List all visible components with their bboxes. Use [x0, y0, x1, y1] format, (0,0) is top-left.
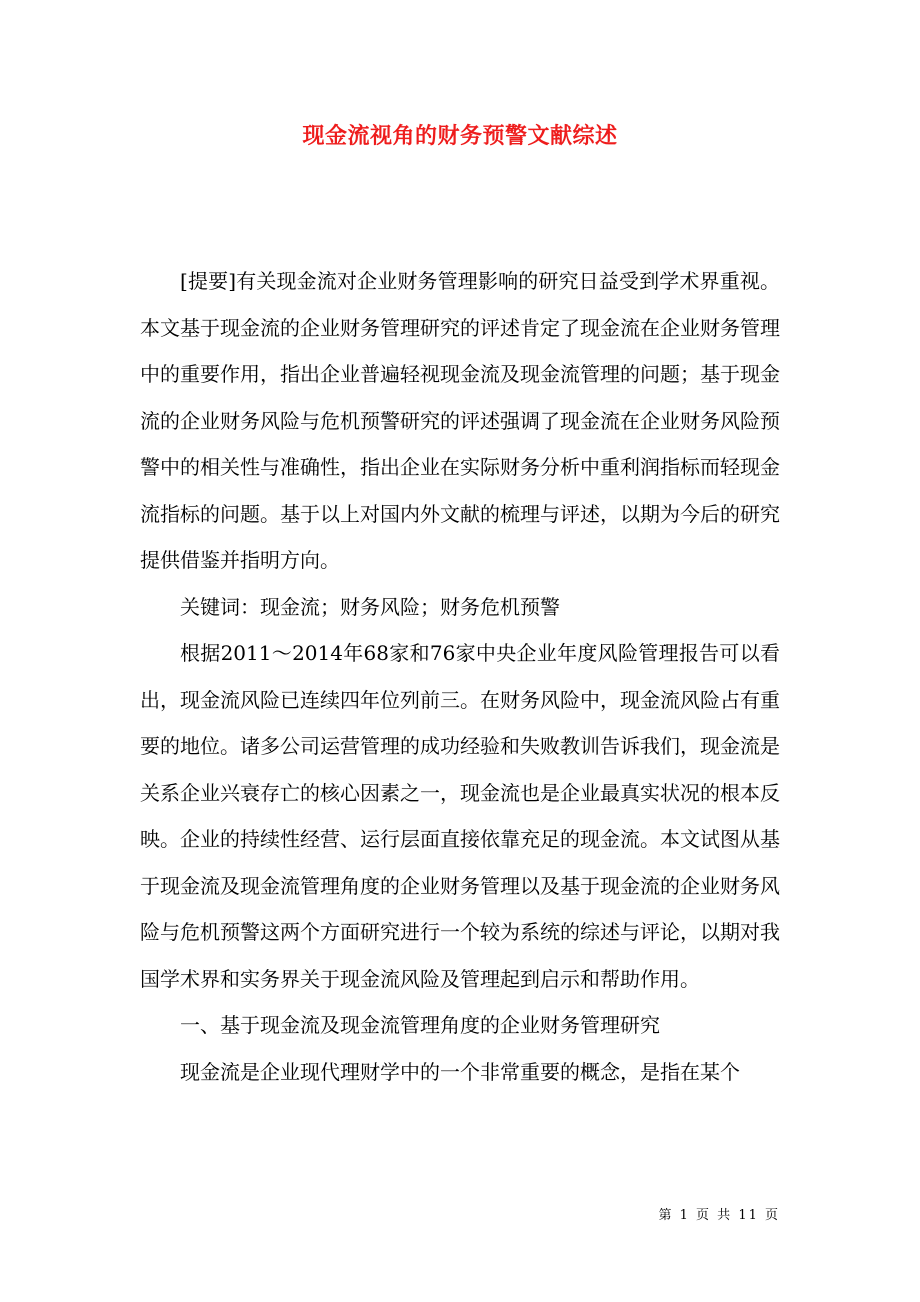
page-number: 第 1 页 共 11 页	[658, 1208, 780, 1223]
document-title: 现金流视角的财务预警文献综述	[302, 123, 618, 149]
section-paragraph: 现金流是企业现代理财学中的一个非常重要的概念，是指在某个	[180, 1059, 740, 1084]
section-heading: 一、基于现金流及现金流管理角度的企业财务管理研究	[180, 1013, 660, 1037]
document-body	[140, 258, 780, 1095]
intro-paragraph: 根据2011～2014年68家和76家中央企业年度风险管理报告可以看出，现金流风险已连续四年位列前三。在财务风险中，现金流风险占有重要的地位。诸多公司运营管理的成功经验和失败教训告诉我们，现金流是关系企业兴衰存亡的核心因素之一，现金流也是企业最真实状况的根本反映。企业的持续性经营、运行层面直接依靠充足的现金流。本文试图从基于现金流及现金流管理角度的企业财务管理以及基于现金流的企业财务风险与危机预警这两个方面研究进行一个较为系统的综述与评论，以期对我国学术界和实务界关于现金流风险及管理起到启示和帮助作用。	[140, 641, 780, 991]
abstract-paragraph: [提要]有关现金流对企业财务管理影响的研究日益受到学术界重视。本文基于现金流的企业财务管理研究的评述肯定了现金流在企业财务管理中的重要作用，指出企业普遍轻视现金流及现金流管理的问题；基于现金流的企业财务风险与危机预警研究的评述强调了现金流在企业财务风险预警中的相关性与准确性，指出企业在实际财务分析中重利润指标而轻现金流指标的问题。基于以上对国内外文献的梳理与评述，以期为今后的研究提供借鉴并指明方向。	[140, 269, 780, 572]
keywords-paragraph: 关键词：现金流；财务风险；财务危机预警	[180, 594, 560, 619]
